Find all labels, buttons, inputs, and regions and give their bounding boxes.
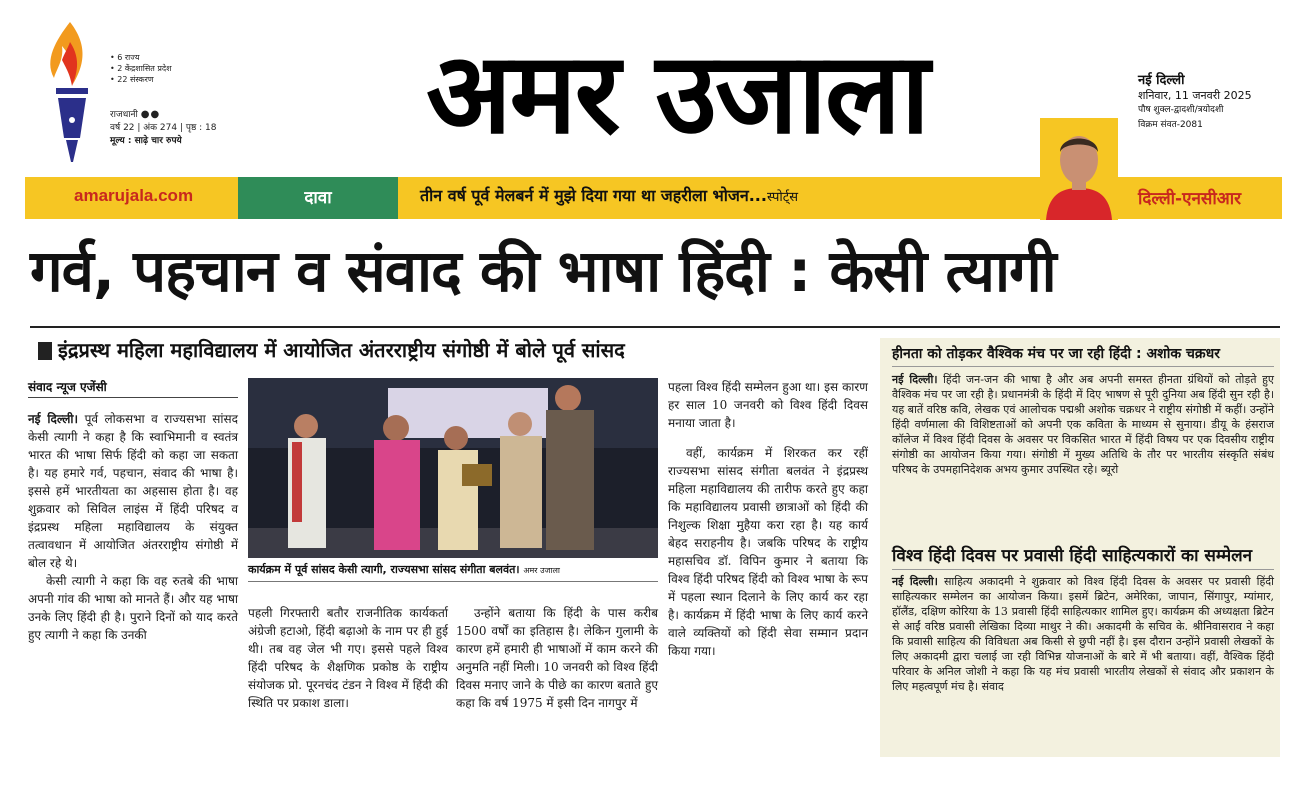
sidebar-story2-dateline: नई दिल्ली। bbox=[892, 575, 938, 588]
edition-date: शनिवार, 11 जनवरी 2025 bbox=[1138, 89, 1252, 102]
headline-divider bbox=[30, 326, 1280, 328]
samvat: विक्रम संवत-2081 bbox=[1138, 120, 1203, 130]
photo-credit: अमर उजाला bbox=[523, 566, 560, 575]
dateline: नई दिल्ली। bbox=[28, 412, 79, 426]
byline: संवाद न्यूज एजेंसी bbox=[28, 380, 107, 394]
article-column-4 bbox=[668, 378, 868, 660]
sidebar-story2-headline: विश्व हिंदी दिवस पर प्रवासी हिंदी साहित्यकारों का सम्मेलन bbox=[892, 546, 1253, 566]
col2-para: पहली गिरफ्तारी बतौर राजनीतिक कार्यकर्ता अंग्रेजी हटाओ, हिंदी बढ़ाओ के नाम पर ही हुई थी। तब वह जेल भी गए। इससे पहले विश्व हिंदी परिषद के शैक्षणिक प्रकोष्ठ के राष्ट्रीय संयोजक प्रो. पूरनचंद टंडन ने विश्व में हिंदी की स्थिति पर प्रकाश डाला। bbox=[248, 606, 448, 710]
sidebar-story2-body: साहित्य अकादमी ने शुक्रवार को विश्व हिंदी दिवस के अवसर पर प्रवासी हिंदी साहित्यकार सम्मेलन का आयोजन किया। इसमें ब्रिटेन, अमेरिका, जापान, सिंगापुर, म्यांमार, हॉलैंड, दक्षिण कोरिया के 13 प्रवासी हिंदी साहित्यकार शामिल हुए। कार्यक्रम की अध्यक्षता ब्रिटेन से आईं वरिष्ठ प्रवासी लेखिका दिव्या माथुर ने की। अकादमी के सचिव के. श्रीनिवासराव ने कहा कि प्रवासी साहित्य की विविधता अब किसी से छुपी नहीं है। इस दौरान उन्होंने प्रवासी लेखकों के लिए अकादमी द्वारा चलाई जा रही विभिन्न योजनाओं के बारे में भी बताया। वहीं, वैश्विक हिंदी परिवार के अनिल जोशी ने कहा कि यह मंच प्रवासी भारतीय लेखकों से संवाद और प्रकाशन के लिए महत्वपूर्ण मंच है। संवाद bbox=[892, 575, 1275, 693]
issue-meta bbox=[110, 108, 216, 148]
caption-text: कार्यक्रम में पूर्व सांसद केसी त्यागी, राज्यसभा सांसद संगीता बलवंत। bbox=[248, 563, 520, 576]
event-photo bbox=[248, 378, 658, 558]
tithi: पौष शुक्ल-द्वादशी/त्रयोदशी bbox=[1138, 105, 1224, 115]
edition-info bbox=[110, 52, 172, 85]
subhead-marker bbox=[38, 342, 52, 360]
newspaper-title: अमर उजाला bbox=[426, 29, 928, 159]
edition-dots-icon: ●● bbox=[140, 109, 161, 120]
main-headline: गर्व, पहचान व संवाद की भाषा हिंदी : केसी त्यागी bbox=[30, 237, 1056, 305]
edition-states: • 6 राज्य bbox=[110, 52, 172, 63]
teaser-section: स्पोर्ट्स bbox=[766, 190, 799, 205]
byline-divider bbox=[28, 397, 238, 398]
sidebar-divider bbox=[892, 569, 1274, 570]
subheadline-text: इंद्रप्रस्थ महिला महाविद्यालय में आयोजित अंतरराष्ट्रीय संगोष्ठी में बोले पूर्व सांसद bbox=[58, 338, 625, 362]
price: मूल्य : साढ़े चार रुपये bbox=[110, 136, 182, 146]
player-photo bbox=[1040, 118, 1118, 220]
teaser-tag: दावा bbox=[238, 177, 398, 219]
article-column-1 bbox=[28, 410, 238, 644]
subheadline bbox=[38, 336, 868, 363]
col1-para2: केसी त्यागी ने कहा कि वह रुतबे की भाषा अपनी गांव की भाषा को मानते हैं। और यह भाषा उनके लिए हिंदी ही है। पुराने दिनों को याद करते हुए त्यागी ने कहा कि उनकी bbox=[28, 574, 238, 642]
teaser-headline: तीन वर्ष पूर्व मेलबर्न में मुझे दिया गया था जहरीला भोजन... bbox=[420, 186, 767, 205]
sidebar-story1-body: हिंदी जन-जन की भाषा है और अब अपनी समस्त हीनता ग्रंथियों को तोड़ते हुए वैश्विक मंच पर जा रही है। प्रधानमंत्री के हिंदी में दिए भाषण से पूरी दुनिया अब हिंदी सुन रही है। यह बातें वरिष्ठ कवि, लेखक एवं आलोचक पद्मश्री अशोक चक्रधर ने राष्ट्रीय संगोष्ठी में कहीं। उन्होंने हिंदी वर्णमाला की विशिष्टताओं को अपनी एक कविता के माध्यम से सुनाया। डीयू के हंसराज कॉलेज में विश्व हिंदी दिवस के अवसर पर विकसित भारत में हिंदी विषय पर एक दिवसीय राष्ट्रीय संगोष्ठी का आयोजन किया गया। संगोष्ठी में मुख्य अतिथि के तौर पर भारतीय संस्कृति संबंध परिषद के उपमहानिदेशक अभय कुमार उपस्थित रहे। ब्यूरो bbox=[892, 373, 1274, 476]
caption-divider bbox=[248, 581, 658, 582]
paragraph bbox=[28, 410, 238, 572]
sidebar-divider bbox=[892, 366, 1274, 367]
sidebar-story1 bbox=[892, 372, 1274, 477]
col3-para: उन्होंने बताया कि हिंदी के पास करीब 1500 वर्षों का इतिहास है। लेकिन गुलामी के कारण हमें हमारी ही भाषाओं में काम करने की अनुमति नहीं मिली। 10 जनवरी को विश्व हिंदी दिवस मनाए जाने के पीछे का कारण बताते हुए कहा कि वर्ष 1975 में इसी दिन नागपुर में bbox=[456, 606, 658, 710]
col1-para1: पूर्व लोकसभा व राज्यसभा सांसद केसी त्यागी ने कहा है कि स्वाभिमानी व स्वतंत्र भारत की भाषा सिर्फ हिंदी को कहा जा सकता है। यह हमारे गर्व, पहचान, संवाद की भाषा है। इससे हमें भारतीयता का अहसास होता है। वह शुक्रवार को सिविल लाइंस में हिंदी परिषद व इंद्रप्रस्थ महिला महाविद्यालय के संयुक्त तत्वावधान में आयोजित अंतरराष्ट्रीय संगोष्ठी में बोल रहे थे। bbox=[28, 412, 238, 570]
article-column-3 bbox=[456, 604, 658, 712]
col4-para1: पहला विश्व हिंदी सम्मेलन हुआ था। इस कारण हर साल 10 जनवरी को विश्व हिंदी दिवस मनाया जाता है। bbox=[668, 380, 868, 430]
torch-logo-icon bbox=[40, 20, 102, 165]
edition-count: • 22 संस्करण bbox=[110, 74, 172, 85]
edition-uts: • 2 केंद्रशासित प्रदेश bbox=[110, 63, 172, 74]
sidebar-story1-dateline: नई दिल्ली। bbox=[892, 373, 938, 386]
capital-label: राजधानी bbox=[110, 110, 138, 120]
website-link[interactable]: amarujala.com bbox=[74, 186, 194, 205]
region-label: दिल्ली-एनसीआर bbox=[1138, 189, 1242, 209]
teaser-text[interactable] bbox=[420, 184, 798, 206]
issue-line: वर्ष 22 | अंक 274 | पृष्ठ : 18 bbox=[110, 123, 217, 133]
date-block bbox=[1138, 73, 1252, 133]
col4-para2: वहीं, कार्यक्रम में शिरकत कर रहीं राज्यसभा सांसद संगीता बलवंत ने इंद्रप्रस्थ महिला महाविद्यालय की तारीफ करते हुए कहा कि महाविद्यालय प्रवासी छात्राओं को हिंदी की निशुल्क शिक्षा मुहैया करा रहा है। यह कार्य बेहद सराहनीय है। जबकि परिषद के राष्ट्रीय महासचिव डॉ. विपिन कुमार ने बताया कि विश्व हिंदी परिषद हिंदी को विश्व भाषा के रूप में पहला स्थान दिलाने के लिए कार्य कर रहा है। कार्यक्रम में हिंदी भाषा के लिए कार्य करने वाले व्यक्तियों को हिंदी सेवा सम्मान प्रदान किया गया। bbox=[668, 446, 868, 658]
edition-city: नई दिल्ली bbox=[1138, 73, 1185, 88]
photo-caption bbox=[248, 562, 658, 577]
sidebar-story2 bbox=[892, 574, 1274, 694]
sidebar-story1-headline: हीनता को तोड़कर वैश्विक मंच पर जा रही हिंदी : अशोक चक्रधर bbox=[892, 346, 1220, 362]
article-column-2 bbox=[248, 604, 448, 712]
